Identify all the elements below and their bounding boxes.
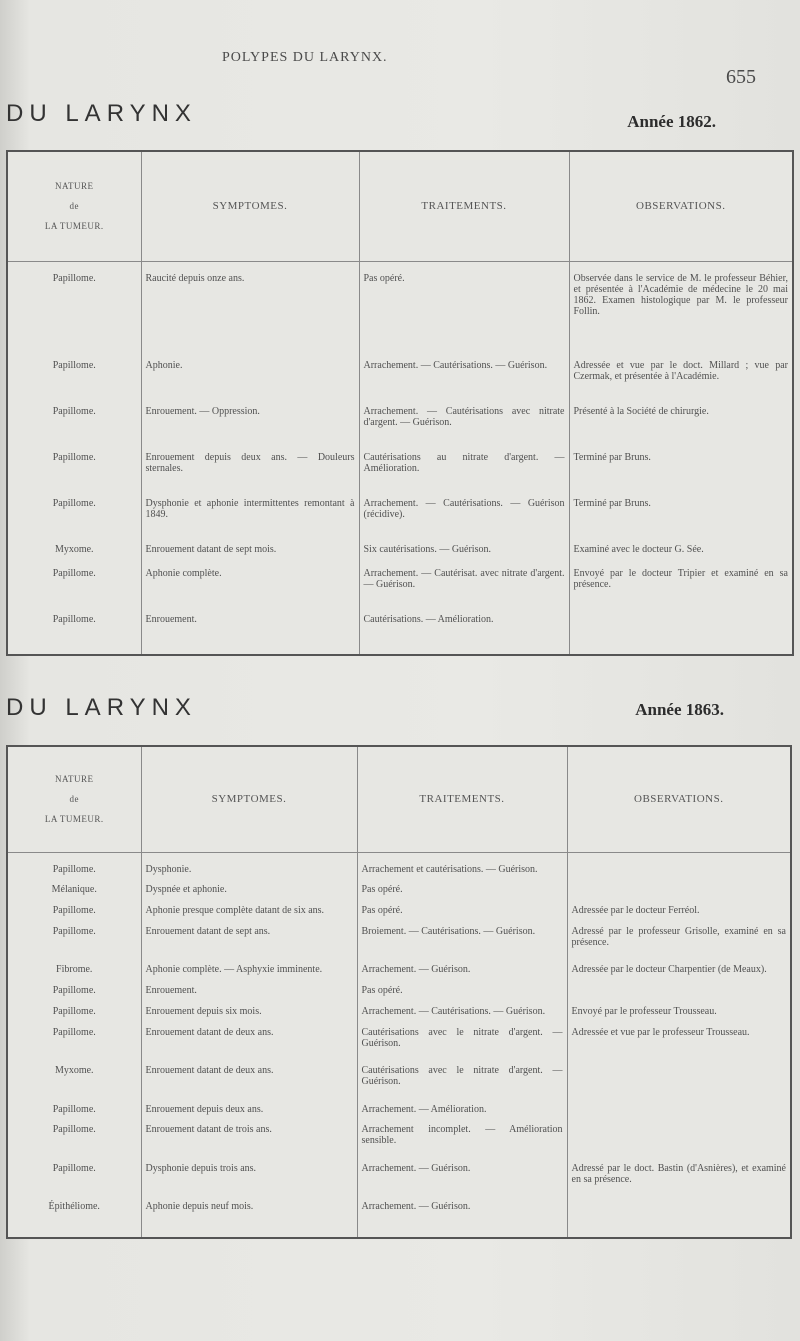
cell-traitements: Arrachement incomplet. — Amélioration sensible. <box>357 1123 567 1161</box>
section-title: DU LARYNX <box>6 694 197 721</box>
cases-table-1863 <box>6 745 792 1239</box>
column-header-observations: OBSERVATIONS. <box>567 746 791 852</box>
cell-observations: Examiné avec le docteur G. Sée. <box>573 543 704 555</box>
cell-observations: Envoyé par le professeur Trousseau. <box>571 1005 717 1017</box>
table-row <box>7 925 791 963</box>
cell-observations: Présenté à la Société de chirurgie. <box>573 406 709 418</box>
cell-symptomes: Raucité depuis onze ans. <box>141 272 359 360</box>
cell-symptomes: Enrouement datant de deux ans. <box>141 1026 357 1064</box>
section-1863-heading <box>0 694 800 734</box>
cell-symptomes: Dysphonie. <box>141 863 357 884</box>
cell-traitements: Arrachement. — Guérison. <box>357 1200 567 1221</box>
cell-nature: Papillome. <box>7 863 141 884</box>
cell-nature: Papillome. <box>7 613 141 638</box>
cell-traitements: Cautérisations. — Amélioration. <box>359 613 569 638</box>
table-row <box>7 567 793 613</box>
table-row <box>7 359 793 405</box>
table-row <box>7 497 793 543</box>
column-header-traitements: TRAITEMENTS. <box>357 746 567 852</box>
table-row <box>7 863 791 884</box>
cell-nature: Papillome. <box>7 904 141 925</box>
cell-nature: Papillome. <box>7 405 141 451</box>
table-row <box>7 1103 791 1124</box>
column-header-symptomes: SYMPTOMES. <box>141 151 359 261</box>
cases-table-1862 <box>6 150 794 656</box>
cell-nature: Épithéliome. <box>7 1200 141 1221</box>
table-row <box>7 904 791 925</box>
column-header-nature: NATURE de LA TUMEUR. <box>7 151 141 261</box>
cell-traitements: Arrachement. — Guérison. <box>357 963 567 984</box>
cell-symptomes: Aphonie. <box>141 359 359 405</box>
section-title: DU LARYNX <box>6 100 197 127</box>
cell-symptomes: Enrouement datant de sept ans. <box>141 925 357 963</box>
cell-traitements: Arrachement. — Guérison. <box>357 1162 567 1200</box>
table-row <box>7 963 791 984</box>
cell-nature: Myxome. <box>7 1064 141 1102</box>
cell-traitements: Pas opéré. <box>359 272 569 360</box>
cell-nature: Papillome. <box>7 359 141 405</box>
cell-symptomes: Dysphonie depuis trois ans. <box>141 1162 357 1200</box>
cell-traitements: Arrachement. — Cautérisations avec nitrate d'argent. — Guérison. <box>359 405 569 451</box>
cell-nature: Papillome. <box>7 497 141 543</box>
cell-symptomes: Dysphonie et aphonie intermittentes remontant à 1849. <box>141 497 359 543</box>
cell-symptomes: Aphonie complète. — Asphyxie imminente. <box>141 963 357 984</box>
cell-observations <box>567 984 791 1005</box>
table-row <box>7 613 793 638</box>
cell-nature: Papillome. <box>7 1103 141 1124</box>
cell-symptomes: Enrouement datant de deux ans. <box>141 1064 357 1102</box>
column-header-nature: NATURE de LA TUMEUR. <box>7 746 141 852</box>
column-header-symptomes: SYMPTOMES. <box>141 746 357 852</box>
cell-traitements: Cautérisations au nitrate d'argent. — Amélioration. <box>359 451 569 497</box>
cell-symptomes: Enrouement datant de sept mois. <box>141 543 359 568</box>
cell-traitements: Arrachement. — Cautérisations. — Guérison. <box>359 359 569 405</box>
cell-nature: Papillome. <box>7 1026 141 1064</box>
table-row <box>7 543 793 568</box>
cell-observations <box>567 1103 791 1124</box>
table-row <box>7 883 791 904</box>
cell-symptomes: Enrouement. — Oppression. <box>141 405 359 451</box>
table-row <box>7 1005 791 1026</box>
section-year: Année 1863. <box>635 700 724 719</box>
cell-nature: Papillome. <box>7 272 141 360</box>
cell-nature: Papillome. <box>7 984 141 1005</box>
table-row <box>7 1064 791 1102</box>
cell-symptomes: Enrouement datant de trois ans. <box>141 1123 357 1161</box>
cell-traitements: Arrachement. — Amélioration. <box>357 1103 567 1124</box>
cell-observations: Envoyé par le docteur Tripier et examiné en sa présence. <box>573 568 788 591</box>
cell-observations: Adressée par le docteur Ferréol. <box>571 905 700 917</box>
cell-observations: Terminé par Bruns. <box>573 451 651 463</box>
cell-traitements: Six cautérisations. — Guérison. <box>359 543 569 568</box>
running-title: POLYPES DU LARYNX. <box>222 50 388 65</box>
cell-traitements: Cautérisations avec le nitrate d'argent. — Guérison. <box>357 1064 567 1102</box>
column-header-traitements: TRAITEMENTS. <box>359 151 569 261</box>
column-header-observations: OBSERVATIONS. <box>569 151 793 261</box>
section-1862-heading <box>0 100 800 140</box>
cell-nature: Papillome. <box>7 925 141 963</box>
cell-traitements: Arrachement et cautérisations. — Guérison. <box>357 863 567 884</box>
cell-observations: Adressée et vue par le professeur Trousseau. <box>571 1026 750 1038</box>
cell-nature: Papillome. <box>7 1005 141 1026</box>
cell-nature: Myxome. <box>7 543 141 568</box>
table-row <box>7 405 793 451</box>
table-body-1862 <box>7 261 793 655</box>
cell-observations <box>567 1123 791 1161</box>
cell-nature: Papillome. <box>7 451 141 497</box>
cell-symptomes: Enrouement. <box>141 984 357 1005</box>
cell-traitements: Pas opéré. <box>357 984 567 1005</box>
cell-observations: Observée dans le service de M. le professeur Béhier, et présentée à l'Académie de médecine le 20 mai 1862. Examen histologique par M. le professeur Follin. <box>573 272 788 317</box>
cell-nature: Fibrome. <box>7 963 141 984</box>
cell-symptomes: Aphonie depuis neuf mois. <box>141 1200 357 1221</box>
cell-symptomes: Dyspnée et aphonie. <box>141 883 357 904</box>
table-row <box>7 1026 791 1064</box>
table-row <box>7 272 793 360</box>
cell-symptomes: Enrouement depuis deux ans. — Douleurs sternales. <box>141 451 359 497</box>
cell-nature: Papillome. <box>7 1123 141 1161</box>
section-year: Année 1862. <box>627 112 716 131</box>
cell-traitements: Arrachement. — Cautérisat. avec nitrate d'argent. — Guérison. <box>359 567 569 613</box>
cell-observations <box>567 1200 791 1221</box>
cell-traitements: Cautérisations avec le nitrate d'argent. — Guérison. <box>357 1026 567 1064</box>
table-body-1863 <box>7 852 791 1238</box>
cell-observations: Adressé par le doct. Bastin (d'Asnières), et examiné en sa présence. <box>571 1162 786 1185</box>
cell-observations: Adressé par le professeur Grisolle, examiné en sa présence. <box>571 925 786 948</box>
cell-observations <box>567 883 791 904</box>
table-row <box>7 1123 791 1161</box>
table-row <box>7 451 793 497</box>
cell-traitements: Arrachement. — Cautérisations. — Guérison (récidive). <box>359 497 569 543</box>
cell-symptomes: Aphonie complète. <box>141 567 359 613</box>
cell-traitements: Pas opéré. <box>357 883 567 904</box>
table-row <box>7 1200 791 1221</box>
cell-nature: Papillome. <box>7 1162 141 1200</box>
cell-symptomes: Enrouement depuis deux ans. <box>141 1103 357 1124</box>
page-number: 655 <box>726 66 756 88</box>
cell-observations <box>567 863 791 884</box>
table-row <box>7 984 791 1005</box>
cell-observations <box>569 613 793 638</box>
cell-symptomes: Aphonie presque complète datant de six ans. <box>141 904 357 925</box>
table-row <box>7 1162 791 1200</box>
cell-traitements: Arrachement. — Cautérisations. — Guérison. <box>357 1005 567 1026</box>
cell-observations <box>567 1064 791 1102</box>
cell-nature: Papillome. <box>7 567 141 613</box>
cell-traitements: Pas opéré. <box>357 904 567 925</box>
cell-symptomes: Enrouement depuis six mois. <box>141 1005 357 1026</box>
cell-observations: Adressée par le docteur Charpentier (de Meaux). <box>571 964 767 976</box>
cell-traitements: Broiement. — Cautérisations. — Guérison. <box>357 925 567 963</box>
cell-symptomes: Enrouement. <box>141 613 359 638</box>
cell-observations: Adressée et vue par le doct. Millard ; vue par Czermak, et présentée à l'Académie. <box>573 360 788 383</box>
cell-observations: Terminé par Bruns. <box>573 497 651 509</box>
cell-nature: Mélanique. <box>7 883 141 904</box>
page-header <box>0 48 800 88</box>
